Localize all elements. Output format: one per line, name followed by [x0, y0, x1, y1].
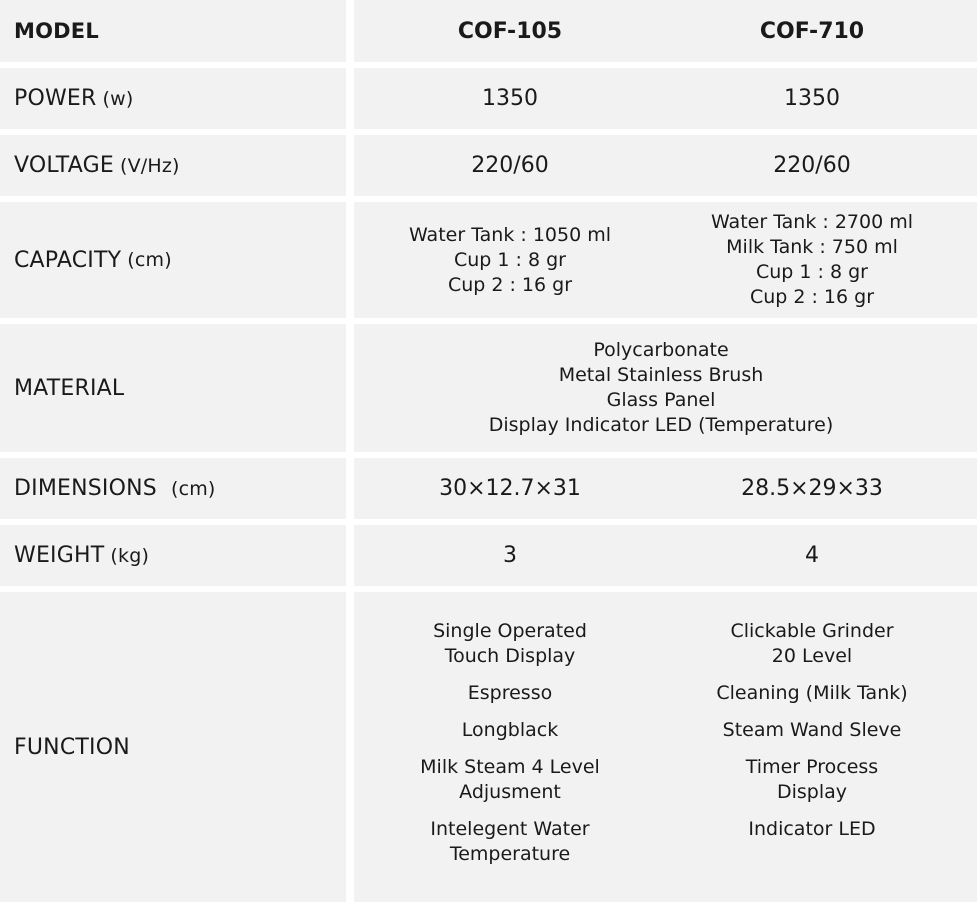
material-values [360, 324, 962, 452]
function-cof-710 [662, 619, 962, 854]
row-label-function [0, 592, 346, 902]
row-label-dimensions [0, 458, 346, 519]
capacity-710-line: Cup 2 : 16 gr [749, 286, 875, 308]
voltage-cof-710: 220/60 [773, 153, 851, 178]
dimensions-unit: (cm) [170, 477, 216, 500]
power-cof-105: 1350 [482, 86, 538, 111]
function-710-item: Timer Process Display [745, 756, 879, 803]
capacity-710-line: Cup 1 : 8 gr [756, 261, 868, 283]
capacity-105-line: Cup 1 : 8 gr [454, 248, 566, 271]
capacity-label: CAPACITY [14, 247, 122, 273]
power-label: POWER [14, 86, 97, 111]
dimensions-cof-710: 28.5×29×33 [741, 476, 883, 501]
capacity-105-line: Water Tank : 1050 ml [408, 223, 611, 246]
row-label-material [0, 324, 346, 452]
function-105-item: Intelegent Water Temperature [430, 818, 590, 865]
function-label: FUNCTION [14, 734, 130, 760]
weight-unit: (kg) [110, 544, 150, 567]
function-105-item: Milk Steam 4 Level Adjusment [420, 756, 600, 803]
function-105-item: Longblack [461, 719, 559, 741]
capacity-cof-710 [662, 202, 962, 318]
voltage-label: VOLTAGE [14, 153, 114, 178]
function-710-item: Cleaning (Milk Tank) [716, 682, 908, 704]
function-105-item: Espresso [467, 682, 553, 704]
material-line: Glass Panel [606, 389, 716, 411]
header-cof-105: COF-105 [457, 18, 563, 44]
weight-cof-710: 4 [805, 543, 819, 568]
header-cof-710: COF-710 [759, 18, 865, 44]
capacity-unit: (cm) [127, 249, 172, 271]
voltage-unit: (V/Hz) [119, 154, 180, 177]
capacity-710-line: Water Tank : 2700 ml [710, 211, 913, 233]
weight-label: WEIGHT [14, 543, 105, 568]
dimensions-label: DIMENSIONS [14, 476, 157, 501]
power-unit: (w) [102, 87, 134, 110]
row-label-weight [0, 525, 346, 586]
capacity-cof-105 [360, 202, 660, 318]
capacity-105-line: Cup 2 : 16 gr [447, 273, 573, 296]
capacity-710-line: Milk Tank : 750 ml [726, 236, 898, 258]
function-710-item: Indicator LED [748, 818, 876, 840]
function-710-item: Steam Wand Sleve [722, 719, 902, 741]
material-line: Display Indicator LED (Temperature) [488, 414, 834, 436]
function-710-item: Clickable Grinder 20 Level [730, 620, 894, 667]
material-line: Polycarbonate [593, 339, 729, 361]
row-label-power [0, 68, 346, 129]
power-cof-710: 1350 [784, 86, 840, 111]
voltage-cof-105: 220/60 [471, 153, 549, 178]
header-model-label [0, 0, 346, 62]
row-label-voltage [0, 135, 346, 196]
row-label-capacity [0, 202, 346, 318]
function-cof-105 [360, 619, 660, 879]
model-label-text: MODEL [14, 19, 99, 43]
function-105-item: Single Operated Touch Display [433, 620, 587, 667]
weight-cof-105: 3 [503, 543, 517, 568]
material-line: Metal Stainless Brush [558, 364, 764, 386]
dimensions-cof-105: 30×12.7×31 [439, 476, 581, 501]
material-label: MATERIAL [14, 375, 125, 401]
